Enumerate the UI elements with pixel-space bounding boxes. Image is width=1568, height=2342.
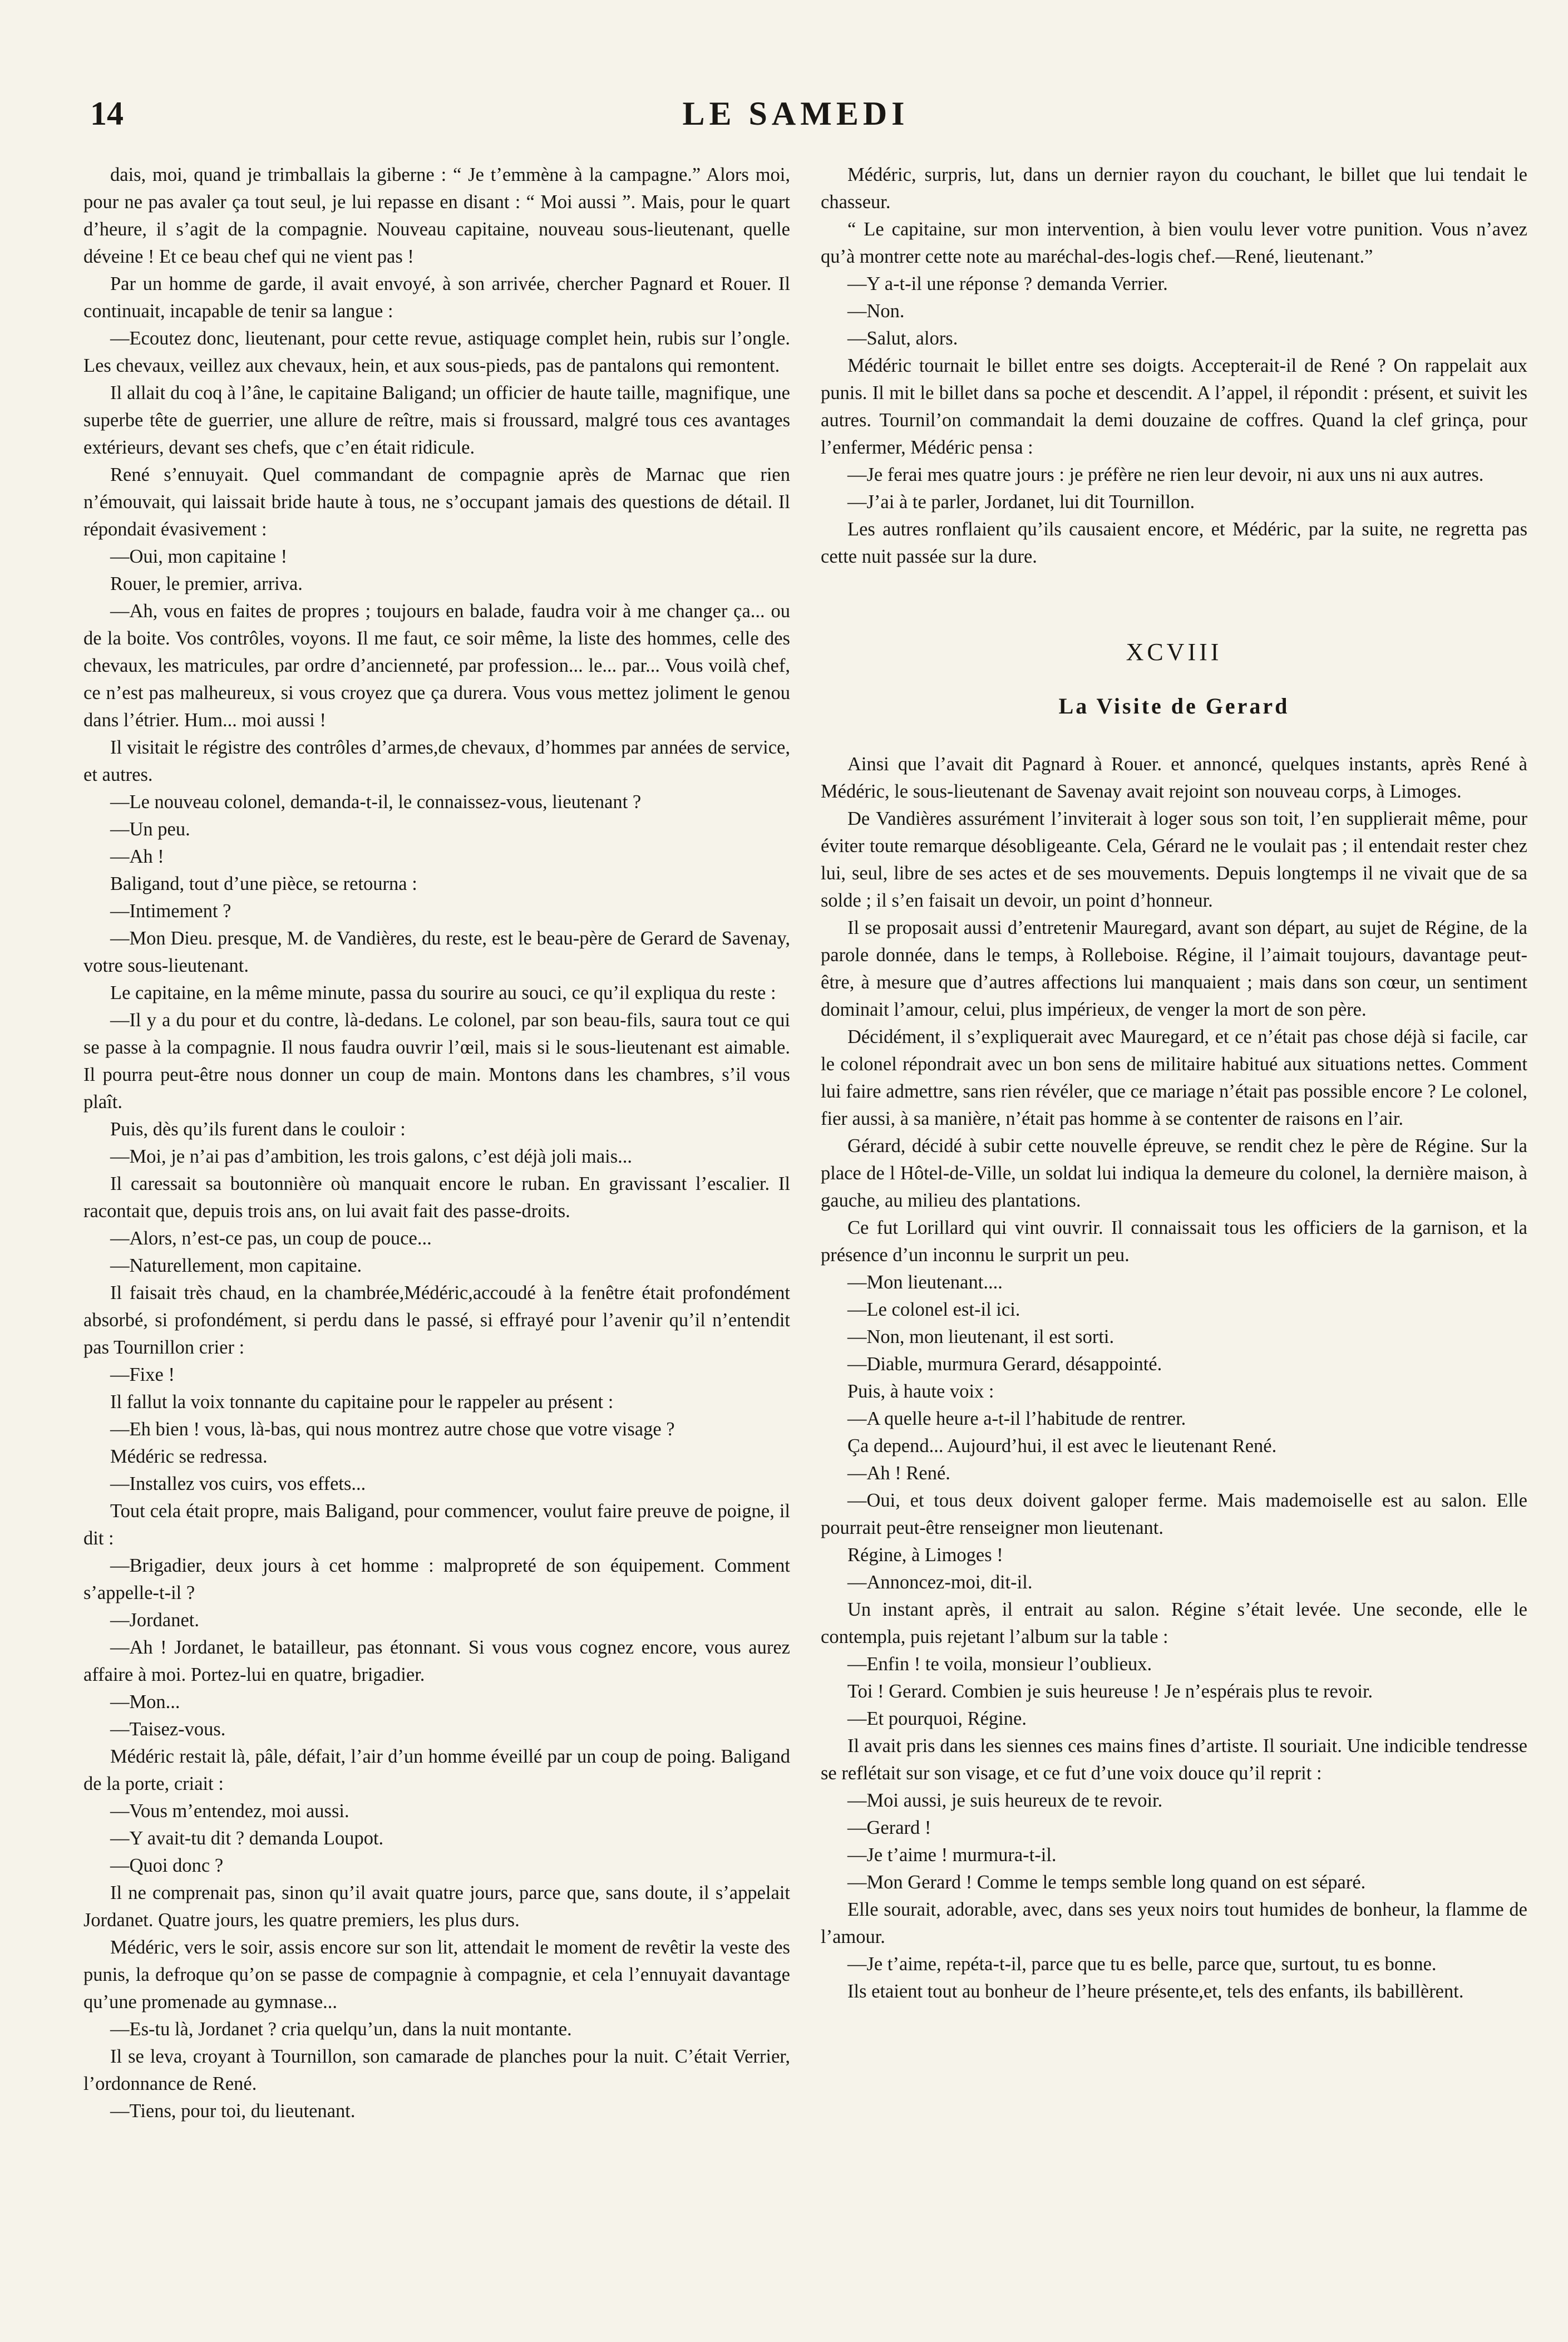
- paragraph: —Ah !: [110, 846, 164, 867]
- paragraph: —Et pourquoi, Régine.: [847, 1708, 1027, 1729]
- page-number: 14: [90, 95, 124, 132]
- paragraph: Il faisait très chaud, en la chambrée,Médéric,accoudé à la fenêtre était profondément absorbé, si profondément, si perdu dans le passé, si effrayé pour l’avenir qu’il n’entendit pas Tournillon crier :: [83, 1282, 790, 1358]
- paragraph: dais, moi, quand je trimballais la giberne : “ Je t’emmène à la campagne.” Alors moi, pour ne pas avaler ça tout seul, je lui repasse en disant : “ Moi aussi ”. Mais, pour le quart d’heure, il s’agit de la compagnie. Nouveau capitaine, nouveau sous-lieutenant, quelle déveine ! Et ce beau chef qui ne vient pas !: [83, 164, 790, 267]
- paragraph: —Fixe !: [110, 1364, 175, 1385]
- paragraph: René s’ennuyait. Quel commandant de compagnie après de Marnac que rien n’émouvait, qui laissait bride haute à tous, ne s’occupant jamais des questions de détail. Il répondait évasivement :: [83, 464, 790, 540]
- paragraph: —Un peu.: [110, 819, 190, 840]
- paragraph: —Ecoutez donc, lieutenant, pour cette revue, astiquage complet hein, rubis sur l’ongle. Les chevaux, veillez aux chevaux, hein, et aux sous-pieds, pas de pantalons qui remontent.: [83, 328, 790, 376]
- paragraph: —Mon Dieu. presque, M. de Vandières, du reste, est le beau-père de Gerard de Savenay, votre sous-lieutenant.: [83, 928, 790, 976]
- right-column: [821, 161, 1527, 2310]
- paragraph: Ce fut Lorillard qui vint ouvrir. Il connaissait tous les officiers de la garnison, et la présence d’un inconnu le surprit un peu.: [821, 1217, 1527, 1266]
- chapter-title: La Visite de Gerard: [1058, 693, 1290, 719]
- paragraph: Toi ! Gerard. Combien je suis heureuse ! Je n’espérais plus te revoir.: [847, 1681, 1373, 1702]
- paragraph: —Le colonel est-il ici.: [847, 1299, 1020, 1320]
- paragraph: —Eh bien ! vous, là-bas, qui nous montrez autre chose que votre visage ?: [110, 1419, 675, 1440]
- paragraph: Le capitaine, en la même minute, passa du sourire au souci, ce qu’il expliqua du reste :: [110, 982, 776, 1003]
- paragraph: Baligand, tout d’une pièce, se retourna :: [110, 873, 417, 894]
- paragraph: Il ne comprenait pas, sinon qu’il avait quatre jours, parce que, sans doute, il s’appelait Jordanet. Quatre jours, les quatre premiers, les plus durs.: [83, 1882, 790, 1931]
- paragraph: Médéric se redressa.: [110, 1446, 268, 1467]
- paragraph: Il avait pris dans les siennes ces mains fines d’artiste. Il souriait. Une indicible tendresse se reflétait sur son visage, et ce fut d’une voix douce qu’il reprit :: [821, 1735, 1527, 1784]
- paragraph: Ça depend... Aujourd’hui, il est avec le lieutenant René.: [847, 1435, 1277, 1457]
- paragraph: Médéric restait là, pâle, défait, l’air d’un homme éveillé par un coup de poing. Baligand de la porte, criait :: [83, 1746, 790, 1794]
- paragraph: Gérard, décidé à subir cette nouvelle épreuve, se rendit chez le père de Régine. Sur la place de l Hôtel-de-Ville, un soldat lui indiqua la demeure du colonel, la dernière maison, à gauche, au milieu des plantations.: [821, 1135, 1527, 1211]
- paragraph: —Je ferai mes quatre jours : je préfère ne rien leur devoir, ni aux uns ni aux autres.: [847, 464, 1484, 485]
- paragraph: —Intimement ?: [110, 901, 231, 922]
- paragraph: —Quoi donc ?: [110, 1855, 224, 1876]
- paragraph: Puis, dès qu’ils furent dans le couloir :: [110, 1119, 406, 1140]
- paragraph: —Non, mon lieutenant, il est sorti.: [847, 1326, 1115, 1347]
- paragraph: —Le nouveau colonel, demanda-t-il, le connaissez-vous, lieutenant ?: [110, 791, 642, 813]
- paragraph: Rouer, le premier, arriva.: [110, 573, 303, 594]
- left-column: [83, 161, 790, 2310]
- paragraph: —Tiens, pour toi, du lieutenant.: [110, 2100, 356, 2122]
- chapter-number: XCVIII: [1126, 638, 1222, 666]
- paragraph: Régine, à Limoges !: [847, 1544, 1003, 1566]
- paragraph: —Oui, et tous deux doivent galoper ferme. Mais mademoiselle est au salon. Elle pourrait peut-être renseigner mon lieutenant.: [821, 1490, 1527, 1538]
- paragraph: —Y avait-tu dit ? demanda Loupot.: [110, 1828, 384, 1849]
- paragraph: Médéric, surpris, lut, dans un dernier rayon du couchant, le billet que lui tendait le chasseur.: [821, 164, 1527, 213]
- paragraph: —J’ai à te parler, Jordanet, lui dit Tournillon.: [847, 491, 1195, 513]
- paragraph: —Enfin ! te voila, monsieur l’oublieux.: [847, 1654, 1152, 1675]
- paragraph: —Y a-t-il une réponse ? demanda Verrier.: [847, 273, 1168, 294]
- paragraph: —A quelle heure a-t-il l’habitude de rentrer.: [847, 1408, 1186, 1429]
- paragraph: —Alors, n’est-ce pas, un coup de pouce...: [110, 1228, 432, 1249]
- paragraph: —Mon lieutenant....: [847, 1272, 1003, 1293]
- paragraph: —Je t’aime ! murmura-t-il.: [847, 1844, 1057, 1866]
- running-title: LE SAMEDI: [682, 95, 909, 132]
- paragraph: Par un homme de garde, il avait envoyé, à son arrivée, chercher Pagnard et Rouer. Il continuait, incapable de tenir sa langue :: [83, 273, 790, 322]
- paragraph: —Naturellement, mon capitaine.: [110, 1255, 362, 1276]
- paragraph: Elle sourait, adorable, avec, dans ses yeux noirs tout humides de bonheur, la flamme de l’amour.: [821, 1899, 1527, 1947]
- paragraph: Il allait du coq à l’âne, le capitaine Baligand; un officier de haute taille, magnifique, une superbe tête de guerrier, une allure de reître, mais si froussard, malgré tous ces avantages extérieurs, devant ses chefs, que c’en était ridicule.: [83, 382, 790, 458]
- paragraph: —Je t’aime, repéta-t-il, parce que tu es belle, parce que, surtout, tu es bonne.: [847, 1954, 1437, 1975]
- paragraph: Il visitait le régistre des contrôles d’armes,de chevaux, d’hommes par années de service, et autres.: [83, 737, 790, 785]
- paragraph: —Moi aussi, je suis heureux de te revoir.: [847, 1790, 1163, 1811]
- paragraph: —Ah ! Jordanet, le batailleur, pas étonnant. Si vous vous cognez encore, vous aurez affaire à moi. Portez-lui en quatre, brigadier.: [83, 1637, 790, 1685]
- paragraph: Décidément, il s’expliquerait avec Mauregard, et ce n’était pas chose déjà si facile, car le colonel répondrait avec un bon sens de militaire habitué aux situations nettes. Comment lui faire admettre, sans rien révéler, que ce mariage n’était pas possible encore ? Le colonel, fier aussi, à sa manière, n’était pas homme à se contenter de raisons en l’air.: [821, 1026, 1527, 1129]
- paragraph: —Vous m’entendez, moi aussi.: [110, 1800, 349, 1822]
- paragraph: —Ah, vous en faites de propres ; toujours en balade, faudra voir à me changer ça... ou de la boite. Vos contrôles, voyons. Il me faut, ce soir même, la liste des hommes, celle des chevaux, les matricules, par ordre d’ancienneté, par profession... le... par... Vous voilà chef, ce n’est pas malheureux, si vous croyez que ça durera. Vous vous mettez joliment le genou dans l’étrier. Hum... moi aussi !: [83, 601, 790, 731]
- paragraph: —Mon...: [110, 1691, 180, 1713]
- paragraph: Il caressait sa boutonnière où manquait encore le ruban. En gravissant l’escalier. Il racontait que, depuis trois ans, on lui avait fait des passe-droits.: [83, 1173, 790, 1222]
- paragraph: Puis, à haute voix :: [847, 1381, 994, 1402]
- paragraph: Un instant après, il entrait au salon. Régine s’était levée. Une seconde, elle le contempla, puis rejetant l’album sur la table :: [821, 1599, 1527, 1647]
- paragraph: Médéric tournait le billet entre ses doigts. Accepterait-il de René ? On rappelait aux punis. Il mit le billet dans sa poche et descendit. A l’appel, il répondit : présent, et suivit les autres. Tournil’on commandait la demi douzaine de coffres. Quand la clef grinça, pour l’enfermer, Médéric pensa :: [821, 355, 1527, 458]
- paragraph: —Installez vos cuirs, vos effets...: [110, 1473, 366, 1494]
- paragraph: De Vandières assurément l’inviterait à loger sous son toit, l’en supplierait même, pour éviter toute remarque désobligeante. Cela, Gérard ne le voulait pas ; il entendait rester chez lui, seul, libre de ses actes et de ses mouvements. Depuis longtemps il ne vivait que de sa solde ; il s’en faisait un devoir, un point d’honneur.: [821, 808, 1527, 911]
- paragraph: —Ah ! René.: [847, 1463, 950, 1484]
- section-gap: [821, 570, 1527, 638]
- paragraph: Il se leva, croyant à Tournillon, son camarade de planches pour la nuit. C’était Verrier, l’ordonnance de René.: [83, 2046, 790, 2094]
- paragraph: —Il y a du pour et du contre, là-dedans. Le colonel, par son beau-fils, saura tout ce qui se passe à la compagnie. Il nous faudra ouvrir l’œil, mais si le sous-lieutenant est aimable. Il pourra peut-être nous donner un coup de main. Montons dans les chambres, s’il vous plaît.: [83, 1010, 790, 1113]
- paragraph: Médéric, vers le soir, assis encore sur son lit, attendait le moment de revêtir la veste des punis, la defroque qu’on se passe de compagnie à compagnie, et cela l’ennuyait davantage qu’une promenade au gymnase...: [83, 1937, 790, 2013]
- paragraph: —Oui, mon capitaine !: [110, 546, 288, 567]
- paragraph: —Es-tu là, Jordanet ? cria quelqu’un, dans la nuit montante.: [110, 2019, 572, 2040]
- paragraph: —Jordanet.: [110, 1610, 200, 1631]
- page-header: [83, 95, 1508, 145]
- paragraph: —Annoncez-moi, dit-il.: [847, 1572, 1033, 1593]
- paragraph: —Non.: [847, 301, 905, 322]
- paragraph: —Brigadier, deux jours à cet homme : malpropreté de son équipement. Comment s’appelle-t-il ?: [83, 1555, 790, 1603]
- paragraph: Il fallut la voix tonnante du capitaine pour le rappeler au présent :: [110, 1391, 614, 1413]
- paragraph: —Taisez-vous.: [110, 1719, 226, 1740]
- paragraph: “ Le capitaine, sur mon intervention, à bien voulu lever votre punition. Vous n’avez qu’à montrer cette note au maréchal-des-logis chef.—René, lieutenant.”: [821, 219, 1527, 267]
- paragraph: Ainsi que l’avait dit Pagnard à Rouer. et annoncé, quelques instants, après René à Médéric, le sous-lieutenant de Savenay avait rejoint son nouveau corps, à Limoges.: [821, 754, 1527, 802]
- paragraph: Les autres ronflaient qu’ils causaient encore, et Médéric, par la suite, ne regretta pas cette nuit passée sur la dure.: [821, 519, 1527, 567]
- paragraph: —Salut, alors.: [847, 328, 958, 349]
- paragraph: —Mon Gerard ! Comme le temps semble long quand on est séparé.: [847, 1872, 1366, 1893]
- paragraph: Tout cela était propre, mais Baligand, pour commencer, voulut faire preuve de poigne, il dit :: [83, 1500, 790, 1549]
- paragraph: —Diable, murmura Gerard, désappointé.: [847, 1354, 1162, 1375]
- paragraph: Ils etaient tout au bonheur de l’heure présente,et, tels des enfants, ils babillèrent.: [847, 1981, 1464, 2002]
- paragraph: —Gerard !: [847, 1817, 931, 1838]
- paragraph: Il se proposait aussi d’entretenir Mauregard, avant son départ, au sujet de Régine, de la parole donnée, dans le temps, à Rolleboise. Régine, il l’aimait toujours, davantage peut-être, à mesure que d’autres affections lui manquaient ; mais dans son cœur, un sentiment dominait l’amour, celui, plus impérieux, de venger la mort de son père.: [821, 917, 1527, 1020]
- paragraph: —Moi, je n’ai pas d’ambition, les trois galons, c’est déjà joli mais...: [110, 1146, 633, 1167]
- right-column-top-text: [821, 161, 1527, 570]
- right-column-chapter-text: [821, 751, 1527, 2005]
